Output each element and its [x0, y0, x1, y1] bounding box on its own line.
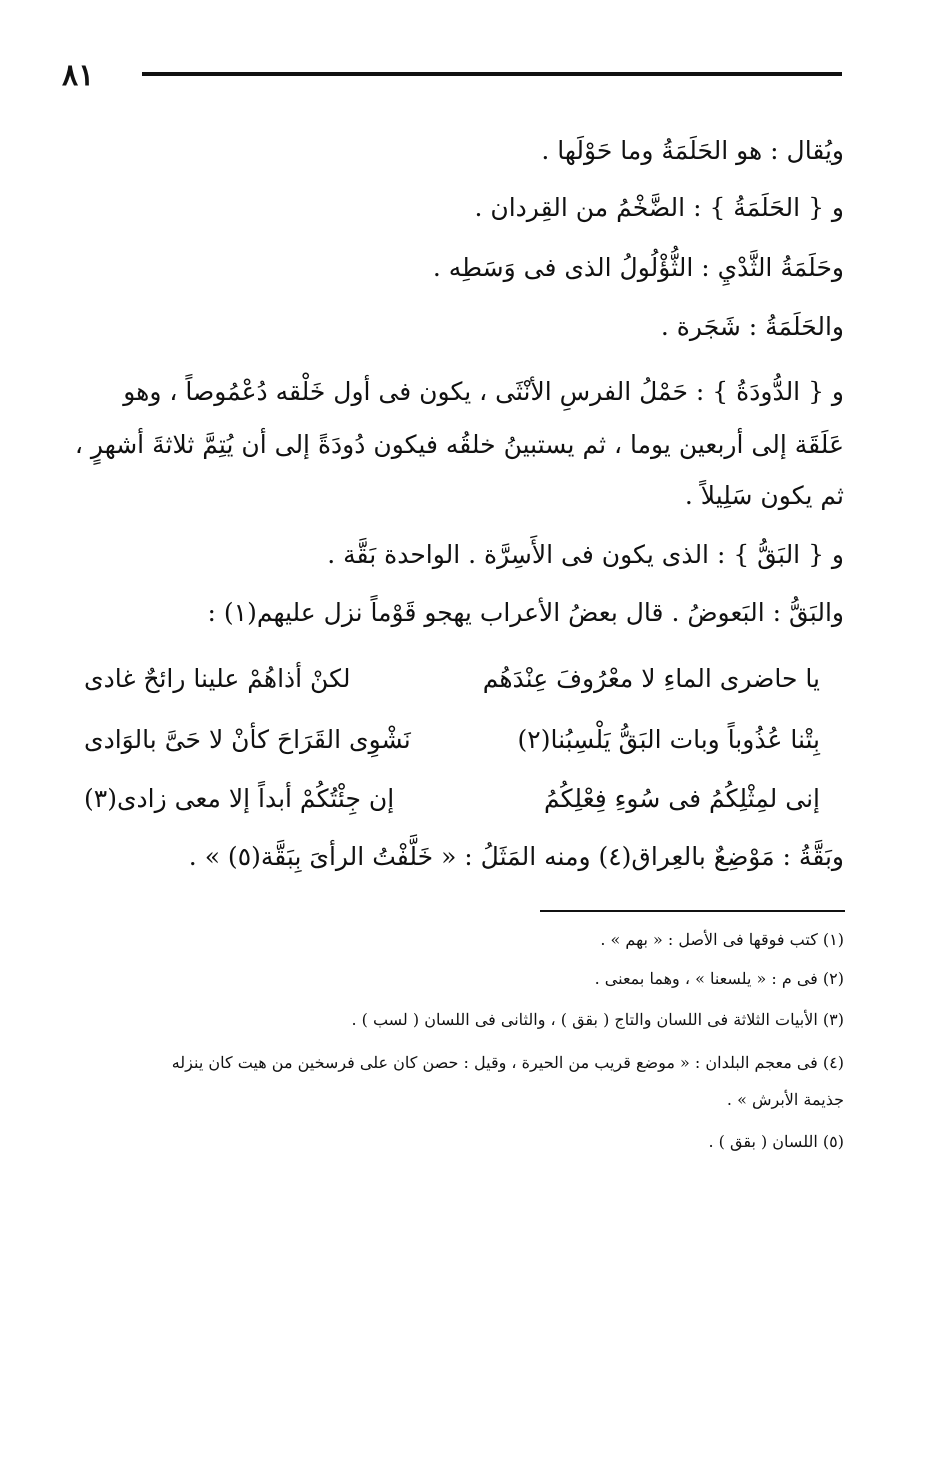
text-line: و { الحَلَمَةُ } : الضَّخْمُ من القِردان .: [474, 193, 844, 222]
footnote-separator: [540, 910, 845, 912]
footnote: (٤) فى معجم البلدان : « موضع قريب من الحيرة ، وقيل : حصن كان على فرسخين من هيت كان ينزله: [171, 1053, 844, 1072]
footnote: (٢) فى م : « يلسعنا » ، وهما بمعنى .: [594, 969, 844, 988]
footnote-continuation: جذيمة الأبرش » .: [726, 1090, 844, 1109]
verse-second-hemistich: لكنْ أذاهُمْ علينا رائحٌ غادى: [84, 664, 351, 693]
text-line: وحَلَمَةُ الثَّدْيِ : الثُّؤْلُولُ الذى فى وَسَطِه .: [432, 253, 844, 282]
footnote: (٥) اللسان ( بقق ) .: [708, 1132, 844, 1151]
verse-second-hemistich: نَشْوِى القَرَاحَ كأنْ لا حَىَّ بالوَادى: [84, 725, 411, 754]
text-line: عَلَقَة إلى أربعين يوما ، ثم يستبينُ خلقُه فيكون دُودَةً إلى أن يُتِمَّ ثلاثةَ أشهرٍ ،: [74, 430, 844, 459]
text-line: ثم يكون سَلِيلاً .: [684, 481, 844, 510]
verse-first-hemistich: بِتْنا عُذُوباً وبات البَقُّ يَلْسِبُنا(٢): [517, 725, 820, 754]
footnote: (٣) الأبيات الثلاثة فى اللسان والتاج ( بقق ) ، والثانى فى اللسان ( لسب ) .: [351, 1010, 844, 1029]
text-line: والبَقُّ : البَعوضُ . قال بعضُ الأعراب يهجو قَوْماً نزل عليهم(١) :: [207, 598, 844, 627]
page-number: ٨١: [62, 58, 95, 93]
text-line: والحَلَمَةُ : شَجَرة .: [660, 312, 844, 341]
verse-second-hemistich: إن جِئْتُكُمْ أبداً إلا معى زادى(٣): [84, 784, 395, 813]
header-rule: [142, 72, 842, 76]
text-line: و { الدُّودَةُ } : حَمْلُ الفرسِ الأنْثَى ، يكون فى أول خَلْقه دُعْمُوصاً ، وهو: [123, 377, 844, 406]
footnote: (١) كتب فوقها فى الأصل : « بهم » .: [600, 930, 844, 949]
text-line: وبَقَّةُ : مَوْضِعٌ بالعِراق(٤) ومنه المَثَلُ : « خَلَّفْتُ الرأىَ بِبَقَّة(٥) » .: [188, 842, 844, 871]
verse-first-hemistich: إنى لمِثْلِكُمُ فى سُوءِ فِعْلِكُمُ: [543, 784, 820, 813]
text-line: و { البَقُّ } : الذى يكون فى الأَسِرَّة . الواحدة بَقَّة .: [327, 540, 844, 569]
verse-first-hemistich: يا حاضرى الماءِ لا معْرُوفَ عِنْدَهُم: [482, 664, 820, 693]
text-line: ويُقال : هو الحَلَمَةُ وما حَوْلَها .: [541, 136, 844, 165]
